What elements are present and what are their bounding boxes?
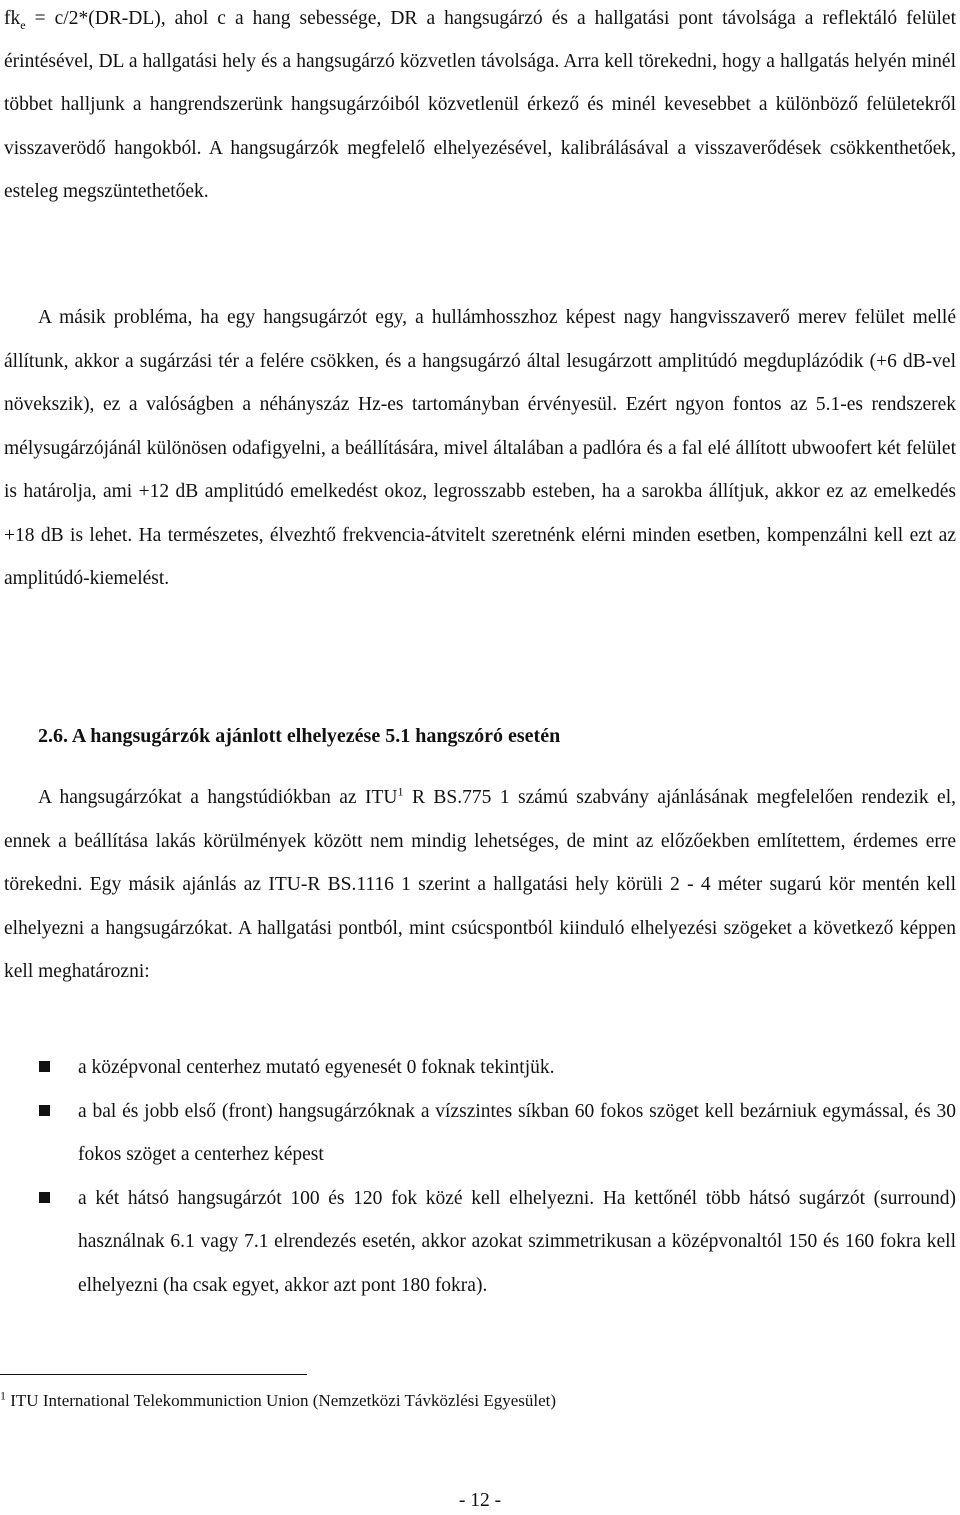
- formula-symbol: fk: [4, 8, 21, 29]
- paragraph-itu-text-2: R BS.775 1 számú szabvány ajánlásának megfelelően rendezik el, ennek a beállítása lakás körülmények között nem mindig lehetséges, de mint az előzőekben említettem, érdemes erre törekedni. Egy másik ajánlás az ITU-R BS.1116 1 szerint a hallgatási hely körüli 2 - 4 méter sugarú kör mentén kell elhelyezni a hangsugárzókat. A hallgatási pontból, mint csúcspontból kiinduló elhelyezési szögeket a következő képpen kell meghatározni:: [4, 787, 956, 982]
- angle-list: [0, 1046, 960, 1307]
- paragraph-intro-text: = c/2*(DR-DL), ahol c a hang sebessége, DR a hangsugárzó és a hallgatási pont távolsága a reflektáló felület érintésével, DL a hallgatási hely és a hangsugárzó közvetlen távolsága. Arra kell törekedni, hogy a hallgatás helyén minél többet halljunk a hangrendszerünk hangsugárzóiból közvetlenül érkező és minél kevesebbet a különböző felületekről visszaverödő hangokból. A hangsugárzók megfelelő elhelyezésével, kalibrálásával a visszaverődések csökkenthetőek, esteleg megszüntethetőek.: [4, 8, 956, 202]
- paragraph-itu: [4, 776, 956, 994]
- list-item: [0, 1046, 956, 1090]
- list-item: [0, 1177, 956, 1308]
- formula-subscript: e: [20, 17, 26, 32]
- square-bullet-icon: [39, 1105, 50, 1116]
- square-bullet-icon: [39, 1061, 50, 1072]
- list-item-text: a két hátsó hangsugárzót 100 és 120 fok közé kell elhelyezni. Ha kettőnél több hátsó sugárzót (surround) használnak 6.1 vagy 7.1 elrendezés esetén, akkor azokat szimmetrikusan a középvonaltól 150 és 160 fokra kell elhelyezni (ha csak egyet, akkor azt pont 180 fokra).: [78, 1187, 956, 1296]
- list-item: [0, 1090, 956, 1177]
- paragraph-itu-text-1: A hangsugárzókat a hangstúdiókban az ITU: [38, 787, 398, 808]
- footnote: [0, 1386, 960, 1416]
- footnote-reference[interactable]: 1: [397, 784, 404, 799]
- paragraph-intro: [4, 0, 956, 213]
- page-number: - 12 -: [458, 1490, 502, 1511]
- footnote-divider: [0, 1374, 307, 1375]
- list-item-text: a bal és jobb első (front) hangsugárzóknak a vízszintes síkban 60 fokos szöget kell bezárniuk egymással, és 30 fokos szöget a centerhez képest: [78, 1100, 956, 1165]
- footnote-text: ITU International Telekommuniction Union (Nemzetközi Távközlési Egyesület): [6, 1391, 557, 1410]
- paragraph-reflection-text: A másik probléma, ha egy hangsugárzót egy, a hullámhosszhoz képest nagy hangvisszaverő merev felület mellé állítunk, akkor a sugárzási tér a felére csökken, és a hangsugárzó által lesugárzott amplitúdó megduplázódik (+6 dB-vel növekszik), ez a valóságben a néhányszáz Hz-es tartományban érvényesül. Ezért ngyon fontos az 5.1-es rendszerek mélysugárzójánál különösen odafigyelni, a beállítására, mivel általában a padlóra és a fal elé állított ubwoofert két felület is határolja, ami +12 dB amplitúdó emelkedést okoz, legrosszabb esteben, ha a sarokba állítjuk, akkor ez az emelkedés +18 dB is lehet. Ha természetes, élvezhtő frekvencia-átvitelt szeretnénk elérni minden esetben, kompenzálni kell ezt az amplitúdó-kiemelést.: [4, 307, 956, 589]
- section-heading: 2.6. A hangsugárzók ajánlott elhelyezése 5.1 hangszóró esetén: [38, 725, 561, 747]
- footnote-number: 1: [0, 1388, 6, 1403]
- paragraph-reflection: [4, 296, 956, 601]
- list-item-text: a középvonal centerhez mutató egyenesét 0 foknak tekintjük.: [78, 1057, 555, 1078]
- square-bullet-icon: [39, 1192, 50, 1203]
